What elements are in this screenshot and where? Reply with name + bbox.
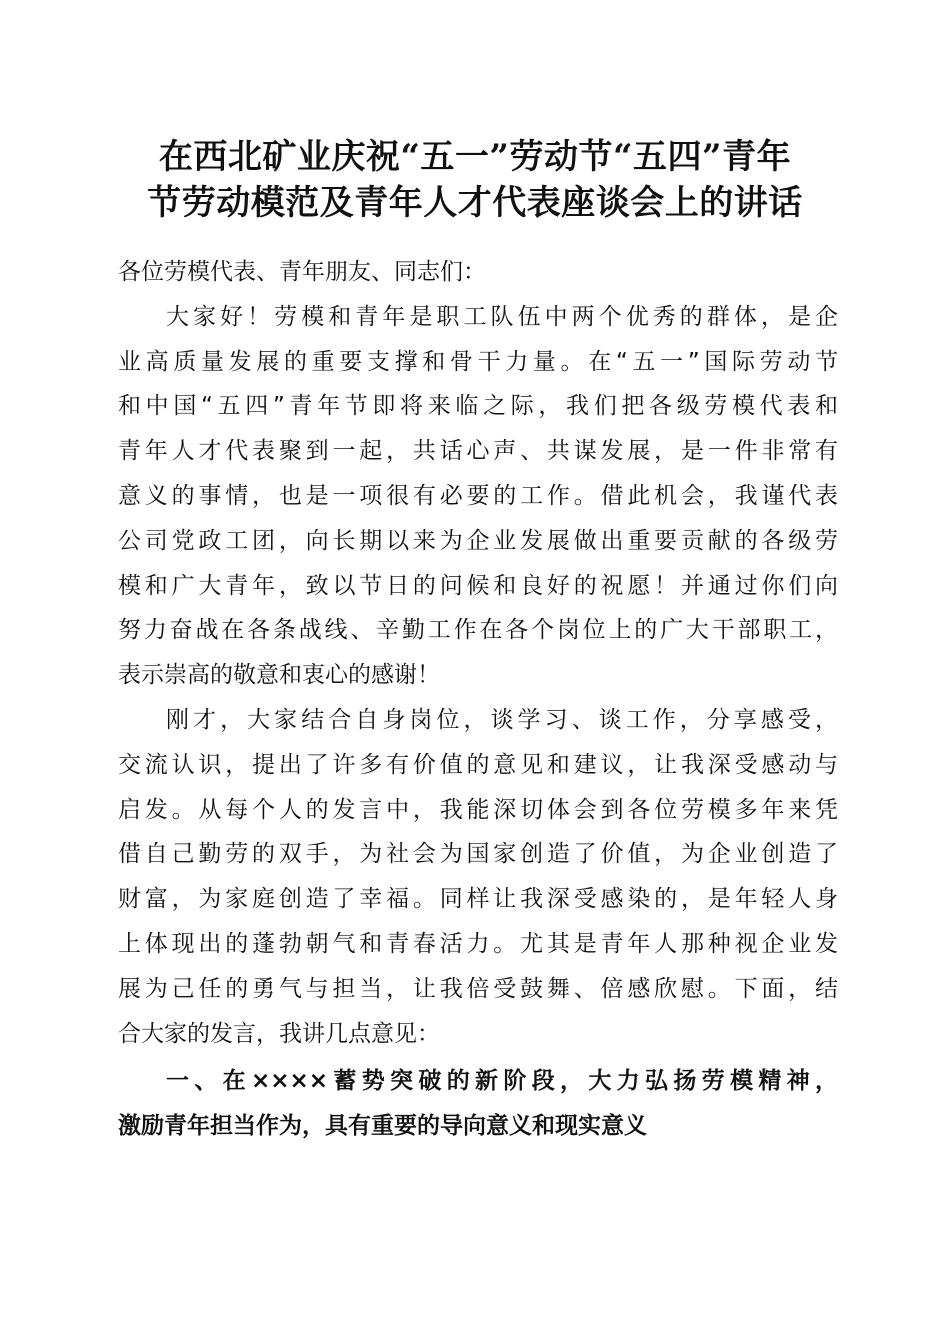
salutation: 各位劳模代表、青年朋友、同志们： xyxy=(118,259,486,285)
paragraph-line: 大家好！劳模和青年是职工队伍中两个优秀的群体，是企 xyxy=(166,303,838,330)
paragraph-line: 模和广大青年，致以节日的问候和良好的祝愿！并通过你们向 xyxy=(118,572,838,599)
document-body xyxy=(118,250,838,1149)
paragraph-line: 表示崇高的敬意和衷心的感谢！ xyxy=(118,662,440,689)
paragraph-line: 意义的事情，也是一项很有必要的工作。借此机会，我谨代表 xyxy=(118,482,838,509)
paragraph-1 xyxy=(118,295,838,698)
paragraph-line: 启发。从每个人的发言中，我能深切体会到各位劳模多年来凭 xyxy=(118,796,838,823)
paragraph-line: 交流认识，提出了许多有价值的意见和建议，让我深受感动与 xyxy=(118,751,838,778)
heading-line: 一、在××××蓄势突破的新阶段，大力弘扬劳模精神， xyxy=(166,1068,838,1095)
heading-line: 激励青年担当作为，具有重要的导向意义和现实意义 xyxy=(118,1113,647,1140)
section-heading xyxy=(118,1059,838,1149)
paragraph-line: 合大家的发言，我讲几点意见： xyxy=(118,1020,440,1047)
paragraph-line: 业高质量发展的重要支撑和骨干力量。在“五一”国际劳动节 xyxy=(118,348,838,375)
paragraph-line: 刚才，大家结合自身岗位，谈学习、谈工作，分享感受， xyxy=(166,706,838,733)
paragraph-line: 公司党政工团，向长期以来为企业发展做出重要贡献的各级劳 xyxy=(118,527,838,554)
paragraph-line: 财富，为家庭创造了幸福。同样让我深受感染的，是年轻人身 xyxy=(118,886,838,913)
title-line: 在西北矿业庆祝“五一”劳动节“五四”青年 xyxy=(158,137,792,177)
paragraph-line: 上体现出的蓬勃朝气和青春活力。尤其是青年人那种视企业发 xyxy=(118,930,838,957)
paragraph-line: 青年人才代表聚到一起，共话心声、共谋发展，是一件非常有 xyxy=(118,438,838,465)
document-title xyxy=(60,134,890,226)
paragraph-2 xyxy=(118,698,838,1056)
title-line: 节劳动模范及青年人才代表座谈会上的讲话 xyxy=(147,183,803,223)
paragraph-line: 和中国“五四”青年节即将来临之际，我们把各级劳模代表和 xyxy=(118,393,838,420)
paragraph-line: 借自己勤劳的双手，为社会为国家创造了价值，为企业创造了 xyxy=(118,841,838,868)
paragraph-line: 努力奋战在各条战线、辛勤工作在各个岗位上的广大干部职工， xyxy=(118,617,838,644)
paragraph-line: 展为己任的勇气与担当，让我倍受鼓舞、倍感欣慰。下面，结 xyxy=(118,975,838,1002)
